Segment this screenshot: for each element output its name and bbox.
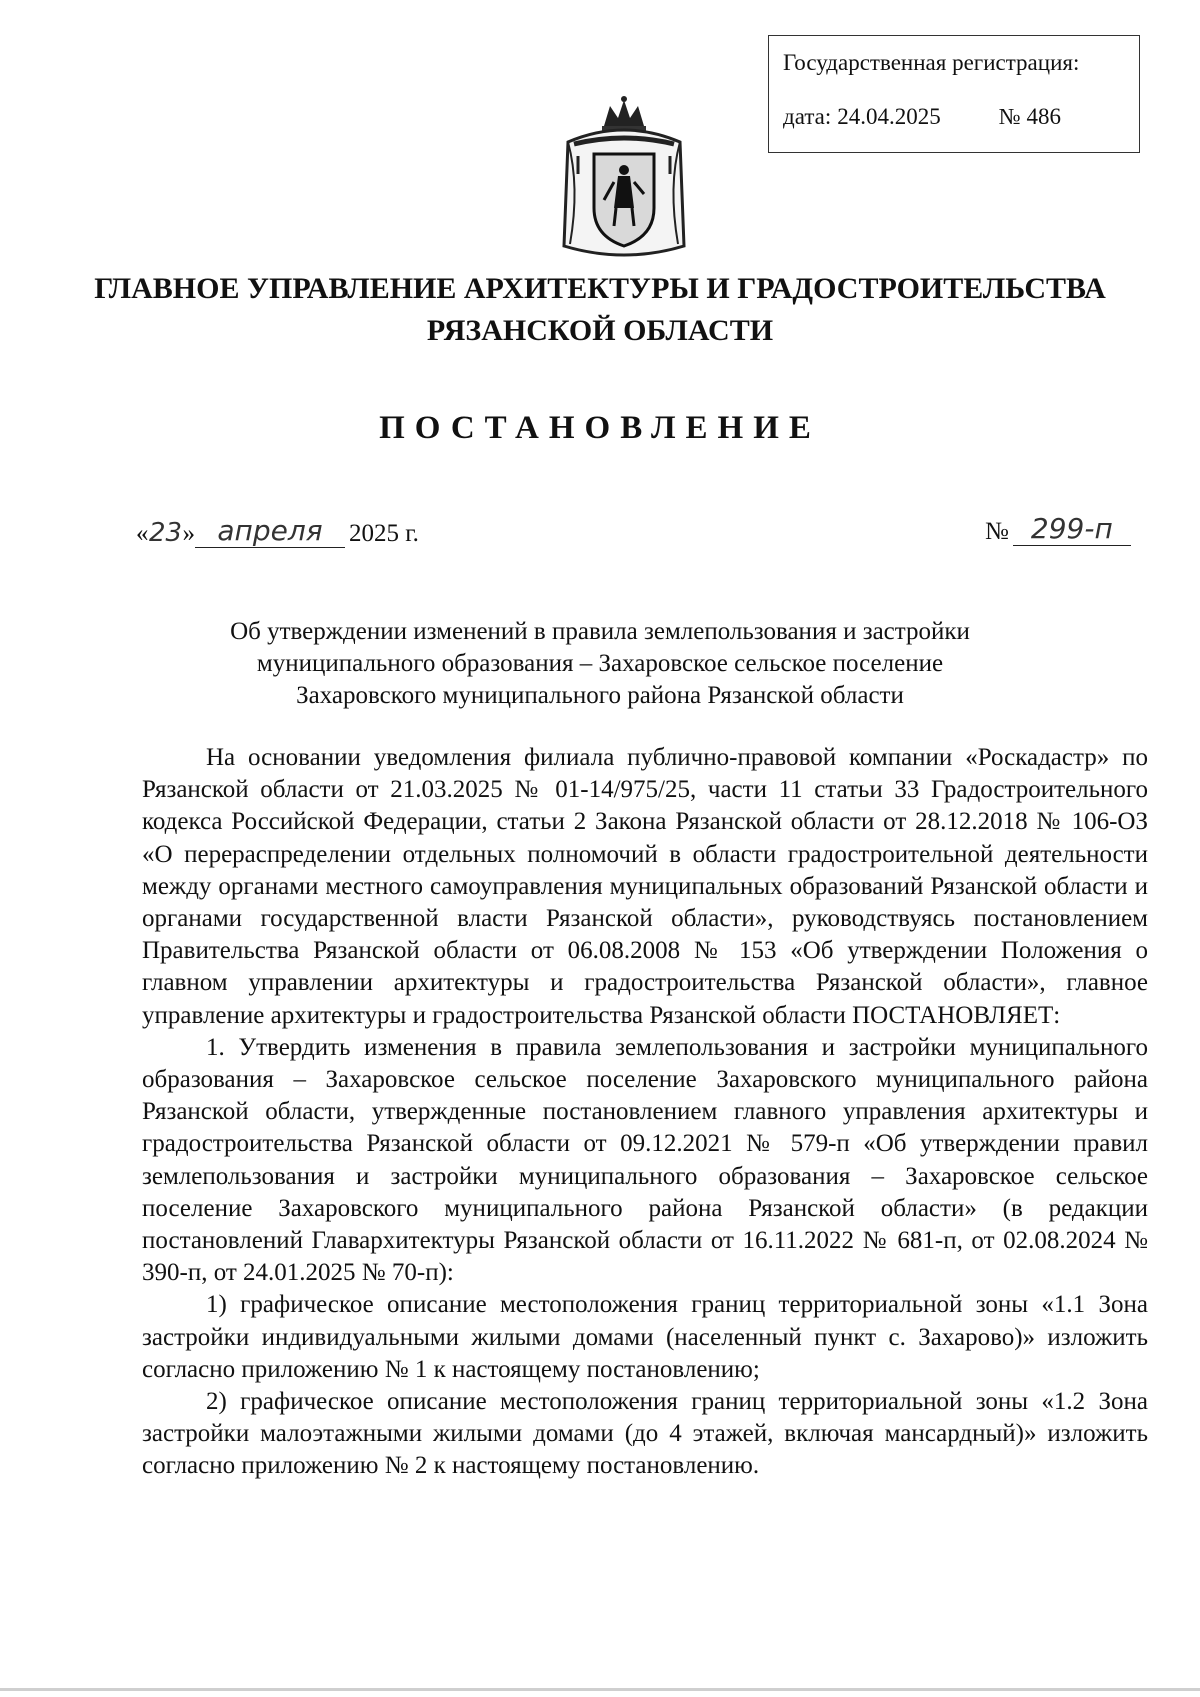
registration-date: 24.04.2025 — [837, 104, 941, 129]
document-number — [985, 512, 1131, 546]
document-date — [136, 514, 419, 548]
document-type: ПОСТАНОВЛЕНИЕ — [379, 410, 821, 446]
document-year: 2025 г. — [349, 520, 419, 547]
subject-line-3: Захаровского муниципального района Рязанской области — [296, 682, 904, 709]
handwritten-number: 299-п — [1013, 512, 1131, 546]
document-subject — [150, 616, 1050, 712]
handwritten-day: 23 — [148, 518, 183, 548]
number-prefix: № — [985, 518, 1009, 545]
registration-date-label: дата: — [783, 104, 832, 129]
document-body — [142, 742, 1148, 1483]
paragraph-basis: На основании уведомления филиала публично-правовой компании «Роскадастр» по Рязанской области от 21.03.2025 № 01-14/975/25, части 11 статьи 33 Градостроительного кодекса Российской Федерации, статьи 2 Закона Рязанской области от 28.12.2018 № 106-ОЗ «О перераспределении отдельных полномочий в области градостроительной деятельности между органами местного самоуправления муниципальных образований Рязанской области и органами государственной власти Рязанской области», руководствуясь постановлением Правительства Рязанской области от 06.08.2008 № 153 «Об утверждении Положения о главном управлении архитектуры и градостроительства Рязанской области», главное управление архитектуры и градостроительства Рязанской области ПОСТАНОВЛЯЕТ: — [142, 744, 1148, 1029]
organization-line-1: ГЛАВНОЕ УПРАВЛЕНИЕ АРХИТЕКТУРЫ И ГРАДОСТРОИТЕЛЬСТВА — [94, 272, 1106, 305]
registration-number: № 486 — [998, 104, 1061, 129]
scan-edge-line — [0, 1688, 1200, 1691]
paragraph-item-1: 1. Утвердить изменения в правила землепользования и застройки муниципального образования – Захаровское сельское поселение Захаровского муниципального района Рязанской области, утвержденные постановлением главного управления архитектуры и градостроительства Рязанской области от 09.12.2021 № 579-п «Об утверждении правил землепользования и застройки муниципального образования – Захаровское сельское поселение Захаровского муниципального района Рязанской области» (в редакции постановлений Главархитектуры Рязанской области от 16.11.2022 № 681-п, от 02.08.2024 № 390-п, от 24.01.2025 № 70-п): — [142, 1033, 1148, 1287]
registration-details — [783, 104, 1139, 130]
coat-of-arms-icon — [560, 96, 688, 266]
date-close-quote: » — [182, 520, 195, 547]
registration-stamp — [768, 35, 1140, 153]
paragraph-subitem-1: 1) графическое описание местоположения границ территориальной зоны «1.1 Зона застройки индивидуальными жилыми домами (населенный пункт с. Захарово)» изложить согласно приложению № 1 к настоящему постановлению; — [142, 1291, 1148, 1383]
subject-line-2: муниципального образования – Захаровское сельское поселение — [256, 650, 944, 677]
date-open-quote: « — [136, 520, 149, 547]
handwritten-month: апреля — [195, 514, 345, 548]
paragraph-subitem-2: 2) графическое описание местоположения границ территориальной зоны «1.2 Зона застройки малоэтажными жилыми домами (до 4 этажей, включая мансардный)» изложить согласно приложению № 2 к настоящему постановлению. — [142, 1388, 1148, 1480]
organization-line-2: РЯЗАНСКОЙ ОБЛАСТИ — [426, 314, 774, 347]
organization-name — [0, 268, 1200, 352]
registration-title: Государственная регистрация: — [783, 50, 1080, 75]
subject-line-1: Об утверждении изменений в правила землепользования и застройки — [230, 618, 970, 645]
